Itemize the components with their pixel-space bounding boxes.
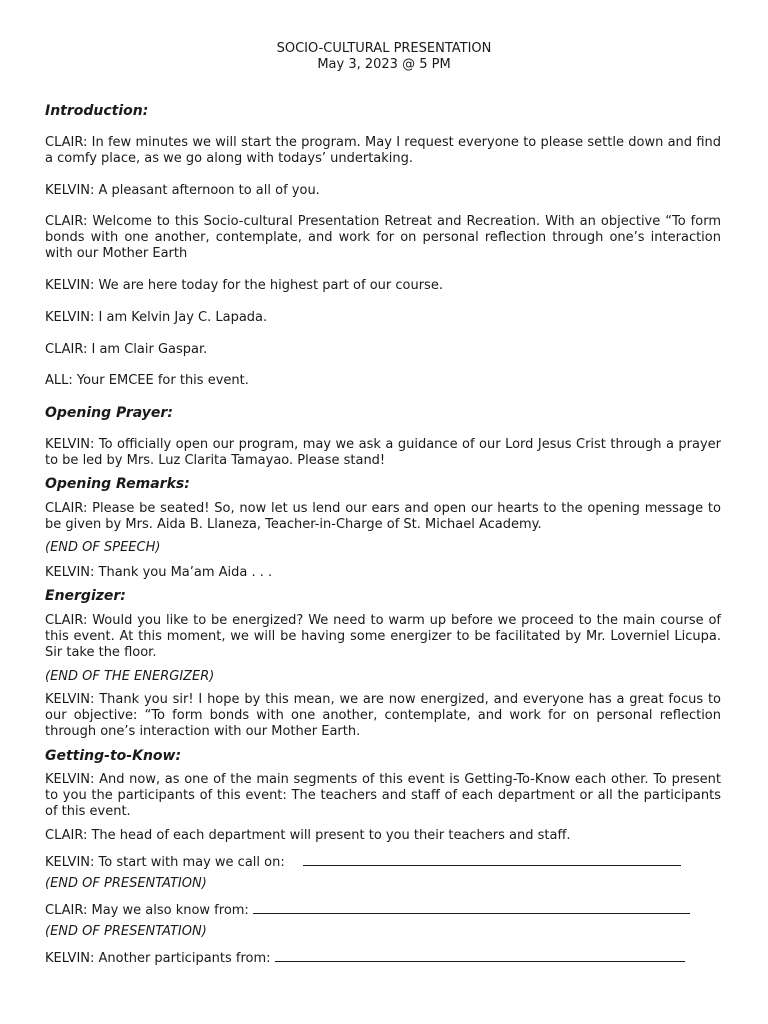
paragraph: CLAIR: I am Clair Gaspar. xyxy=(45,342,208,357)
paragraph: KELVIN: Thank you Ma’am Aida . . . xyxy=(45,565,273,580)
heading-opening-remarks: Opening Remarks: xyxy=(45,476,190,492)
paragraph: CLAIR: In few minutes we will start the program. May I request everyone to please settle down and find a comfy place, as we go along with todays’ undertaking. xyxy=(45,135,721,166)
paragraph: CLAIR: Welcome to this Socio-cultural Presentation Retreat and Recreation. With an objective “To form bonds with one another, contemplate, and work for on personal reflection through one’s interaction with our Mother Earth xyxy=(45,214,721,261)
call-line xyxy=(45,853,721,871)
fill-in-blank xyxy=(275,949,685,962)
heading-energizer: Energizer: xyxy=(45,588,126,604)
paragraph: KELVIN: We are here today for the highest part of our course. xyxy=(45,278,443,293)
paragraph: CLAIR: The head of each department will present to you their teachers and staff. xyxy=(45,828,571,843)
heading-opening-prayer: Opening Prayer: xyxy=(45,405,173,421)
paragraph: CLAIR: Would you like to be energized? We need to warm up before we proceed to the main course of this event. At this moment, we will be having some energizer to be facilitated by Mr. Loverniel Licupa. Sir take the floor. xyxy=(45,613,721,660)
paragraph: KELVIN: And now, as one of the main segments of this event is Getting-To-Know each other. To present to you the participants of this event: The teachers and staff of each department or all the participants of this event. xyxy=(45,772,721,819)
stage-note: (END OF THE ENERGIZER) xyxy=(45,669,215,684)
heading-introduction: Introduction: xyxy=(45,103,149,119)
call-line xyxy=(45,949,721,967)
call-label: KELVIN: Another participants from: xyxy=(45,951,271,966)
stage-note: (END OF SPEECH) xyxy=(45,540,161,555)
paragraph: KELVIN: To officially open our program, may we ask a guidance of our Lord Jesus Crist through a prayer to be led by Mrs. Luz Clarita Tamayao. Please stand! xyxy=(45,437,721,468)
paragraph: CLAIR: Please be seated! So, now let us lend our ears and open our hearts to the opening message to be given by Mrs. Aida B. Llaneza, Teacher-in-Charge of St. Michael Academy. xyxy=(45,501,721,532)
paragraph: KELVIN: A pleasant afternoon to all of you. xyxy=(45,183,320,198)
document-title: SOCIO-CULTURAL PRESENTATION xyxy=(276,41,492,56)
call-label: CLAIR: May we also know from: xyxy=(45,903,249,918)
stage-note: (END OF PRESENTATION) xyxy=(45,924,207,939)
fill-in-blank xyxy=(303,853,681,866)
paragraph: KELVIN: I am Kelvin Jay C. Lapada. xyxy=(45,310,268,325)
document-date: May 3, 2023 @ 5 PM xyxy=(317,57,451,72)
call-label: KELVIN: To start with may we call on: xyxy=(45,855,285,870)
heading-getting-to-know: Getting-to-Know: xyxy=(45,748,182,764)
stage-note: (END OF PRESENTATION) xyxy=(45,876,207,891)
paragraph: ALL: Your EMCEE for this event. xyxy=(45,373,249,388)
fill-in-blank xyxy=(253,901,690,914)
call-line xyxy=(45,901,721,919)
paragraph: KELVIN: Thank you sir! I hope by this mean, we are now energized, and everyone has a great focus to our objective: “To form bonds with one another, contemplate, and work for on personal reflection through one’s interaction with our Mother Earth. xyxy=(45,692,721,739)
